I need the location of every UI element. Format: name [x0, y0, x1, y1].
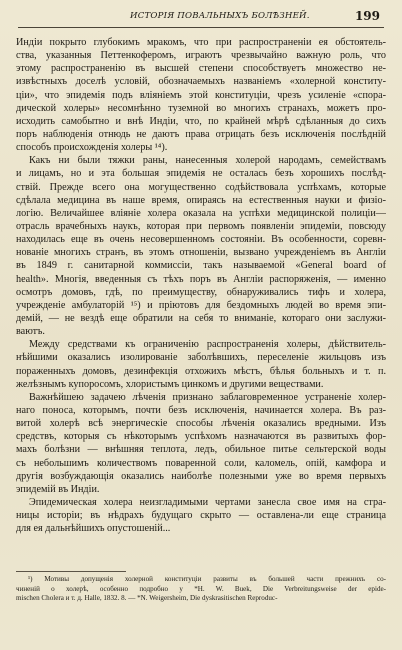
text-line: Индіи покрыто глубокимъ мракомъ, что при распространеніи ея обстоятель-	[16, 37, 386, 48]
text-line: отрасль врачебныхъ наукъ, которая при первомъ появленіи эпидеміи, повсюду	[16, 220, 386, 232]
text-line: ваютъ.	[16, 326, 45, 338]
running-title: ИСТОРІЯ ПОВАЛЬНЫХЪ БОЛѢЗНЕЙ.	[130, 11, 310, 21]
footnote-line: чиненій о холерѣ, особенно подробно у *H. W. Buek, Die Verbreitungsweise der epide-	[16, 584, 386, 593]
text-line: для ея дальнѣйшихъ опустошеній...	[16, 523, 171, 535]
text-line: нованіе многихъ странъ, въ этомъ отношеніи, вызвано учрежденіемъ въ Англіи	[16, 247, 386, 259]
text-line: и лицамъ, но и эта большая эпидемія не осталась безъ хорошихъ послѣд-	[16, 168, 386, 180]
paragraph-1	[16, 36, 386, 154]
text-line: демій, — не вездѣ еще обратили на себя то вниманіе, котораго они заслужи-	[16, 312, 386, 324]
paragraph-2	[16, 154, 386, 338]
paragraph-3	[16, 338, 386, 391]
text-line: Эпидемическая холера неизгладимыми чертами занесла свое имя на стра-	[29, 496, 386, 508]
paragraph-5	[16, 496, 386, 535]
page-number: 199	[354, 9, 380, 23]
footnote-line: mischen Cholera и т. д. Halle, 1832. 8. — *N. Weigersheim, Die dyskrasitischen Reproduc-	[16, 594, 278, 603]
footnote-line: ¹) Мотивы допущенія холерной конституціи развиты въ большей части прежнихъ со-	[28, 575, 386, 583]
text-line: находилась еще въ очень несовершенномъ состояніи. Въ особенности, соревн-	[16, 234, 386, 246]
text-line: учрежденіе амбулаторій ¹⁵) и пріютовъ для бездомныхъ людей во время эпи-	[16, 299, 386, 311]
text-line: средствъ, которыя съ нѣкоторымъ успѣхомъ назначаются въ развитыхъ фор-	[16, 431, 386, 443]
text-line: логію. Величайшее вліяніе холера оказала на успѣхи медицинской полиціи—	[16, 207, 386, 219]
text-line: дической холеры» несомнѣнно туземной во многихъ странахъ, можетъ про-	[16, 102, 386, 114]
text-line: Между средствами къ ограниченію распространенія холеры, дѣйствитель-	[29, 339, 386, 351]
text-line: наго поноса, которымъ, почти безъ исключенія, начинается холера. Въ раз-	[16, 404, 386, 416]
page-header	[18, 10, 384, 28]
text-line: исходить самобытно и внѣ Индіи, что, по крайней мѣрѣ сдѣланныя до сихъ	[16, 115, 386, 127]
text-line: другія возбуждающія оказались наиболѣе полезными уже во время первыхъ	[16, 470, 386, 482]
footnote-rule	[16, 571, 126, 572]
text-line: съ небольшимъ количествомъ поваренной соли, каломель, опій, камфора и	[16, 457, 386, 469]
text-line: Какъ ни были тяжки раны, нанесенныя холерой народамъ, семействамъ	[29, 155, 386, 167]
text-line: махъ болѣзни — внѣшняя теплота, ледъ, обильное питье сельтерской воды	[16, 444, 386, 456]
text-line: витой холерѣ всѣ энергическіе способы лѣченія оказались вредными. Изъ	[16, 418, 386, 430]
text-line: эпидемій въ Индіи.	[16, 483, 100, 495]
text-line: ціи», что эпидемія подъ вліяніемъ этой конституціи, чрезъ усиленіе «спора-	[16, 89, 386, 101]
text-line: ства, указанныя Петтенкоферомъ, играютъ чрезвычайно важную роль, что	[16, 50, 386, 62]
text-line: этому распространенію въ высшей степени способствуетъ множество не-	[16, 63, 386, 75]
text-line: желѣзнымъ купоросомъ, хлористымъ цинкомъ и другими веществами.	[16, 378, 324, 390]
text-line: health». Многія, введенныя съ тѣхъ поръ въ Англіи распоряженія, — именно	[16, 273, 386, 285]
footnotes	[16, 575, 386, 604]
text-line: нѣйшими оказались изолированіе заболѣвшихъ, переселеніе жильцовъ изъ	[16, 352, 386, 364]
text-line: извѣстныхъ доселѣ условій, обозначаемыхъ названіемъ «холерной конститу-	[16, 76, 386, 88]
paragraph-4	[16, 391, 386, 496]
text-line: сдѣлала медицина въ наше время, опираясь на естественныя науки и физіо-	[16, 194, 386, 206]
text-line: осмотръ домовъ, гдѣ, по преимуществу, обнаруживались тифъ и холера,	[16, 286, 386, 298]
main-text	[16, 36, 386, 535]
text-line: пораженныхъ домовъ, дезинфекція отхожихъ мѣстъ, бѣлья больныхъ и т. п.	[16, 365, 386, 377]
text-line: ствій. Прежде всего она могущественно содѣйствовала успѣхамъ, которые	[16, 181, 386, 193]
text-line: въ 1849 г. санитарной коммиссіи, такъ называемой «General board of	[16, 260, 386, 272]
text-line: поръ наблюденія отнюдь не даютъ права отрицать безъ исключенія послѣдній	[16, 128, 386, 140]
header-rule	[18, 27, 384, 28]
text-line: способъ происхожденія холеры ¹⁴).	[16, 142, 168, 154]
text-line: ницы исторіи; въ нѣдрахъ будущаго скрыто — оставлена-ли еще страница	[16, 510, 386, 522]
text-line: Важнѣйшею задачею лѣченія признано заблаговременное устраненіе холер-	[29, 391, 386, 403]
